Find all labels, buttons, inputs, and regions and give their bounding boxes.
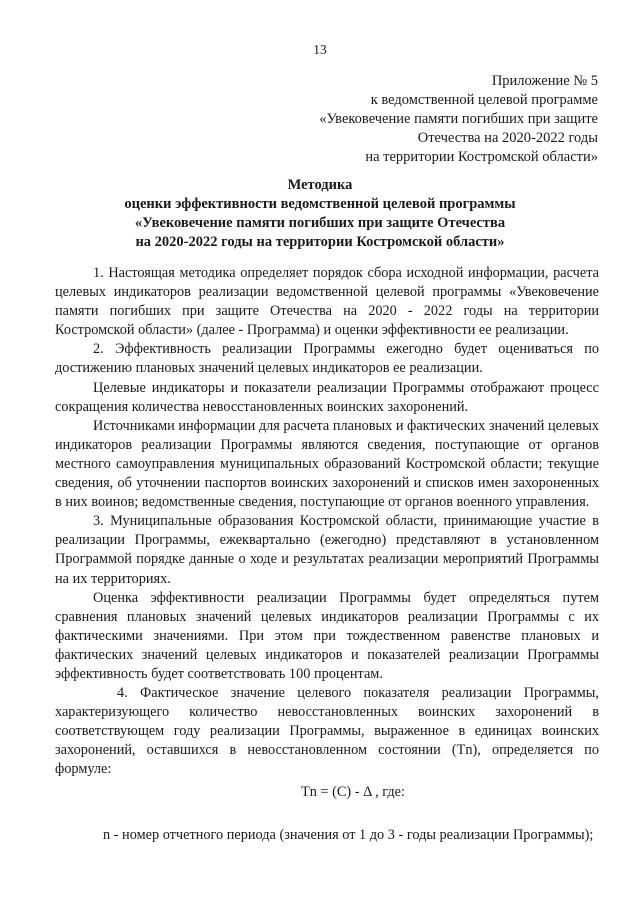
title-line: Методика <box>287 177 353 193</box>
paragraph-2: 2. Эффективность реализации Программы ежегодно будет оцениваться по достижению плановых значений целевых индикаторов ее реализации. <box>55 341 599 377</box>
appendix-heading <box>319 72 598 167</box>
page-number: 13 <box>313 42 327 57</box>
appendix-line: Отечества на 2020-2022 годы <box>417 130 598 146</box>
appendix-line: «Увековечение памяти погибших при защите <box>319 111 598 127</box>
appendix-line: к ведомственной целевой программе <box>370 92 598 108</box>
paragraph-4: 4. Фактическое значение целевого показателя реализации Программы, характеризующего количество невосстановленных воинских захоронений в соответствующем году реализации Программы, выраженное в единицах воинских захоронений, оставшихся в невосстановленном состоянии (Тn), определяется по формуле: <box>55 685 599 778</box>
title-line: «Увековечение памяти погибших при защите Отечества <box>134 215 506 231</box>
document-title <box>0 176 640 252</box>
appendix-line: на территории Костромской области» <box>365 149 598 165</box>
paragraph-1: 1. Настоящая методика определяет порядок сбора исходной информации, расчета целевых индикаторов реализации ведомственной целевой программы «Увековечение памяти погибших при защите Отечества на 2020 - 2022 годы на территории Костромской области» (далее - Программа) и оценки эффективности ее реализации. <box>55 265 599 339</box>
paragraph-indicators: Целевые индикаторы и показатели реализации Программы отображают процесс сокращения количества невосстановленных воинских захоронений. <box>55 379 599 415</box>
paragraph-sources: Источниками информации для расчета плановых и фактических значений целевых индикаторов реализации Программы являются сведения, поступающие от органов местного самоуправления муниципальных образований Костромской области; текущие сведения, об уточнении паспортов воинских захоронений и списков имен захороненных в них воинов; ведомственные сведения, поступающие от органов военного управления. <box>55 417 599 511</box>
title-line: оценки эффективности ведомственной целевой программы <box>124 196 516 212</box>
paragraph-3: 3. Муниципальные образования Костромской области, принимающие участие в реализации Программы, ежеквартально (ежегодно) представляют в установленном Программой порядке данные о ходе и результатах реализации мероприятий Программы на их территориях. <box>55 513 599 587</box>
appendix-line: Приложение № 5 <box>491 73 598 89</box>
formula-definition: n - номер отчетного периода (значения от 1 до 3 - годы реализации Программы); <box>103 826 594 843</box>
title-line: на 2020-2022 годы на территории Костромской области» <box>135 234 505 250</box>
paragraph-evaluation: Оценка эффективности реализации Программы будет определяться путем сравнения плановых значений целевых индикаторов реализации Программы с их фактическими значениями. При этом при тождественном равенстве плановых и фактических значений целевых индикаторов и показателей реализации Программы эффективность будет соответствовать 100 процентам. <box>55 589 599 682</box>
document-body <box>55 264 599 845</box>
formula: Тn = (С) - Δ , где: <box>301 783 405 800</box>
